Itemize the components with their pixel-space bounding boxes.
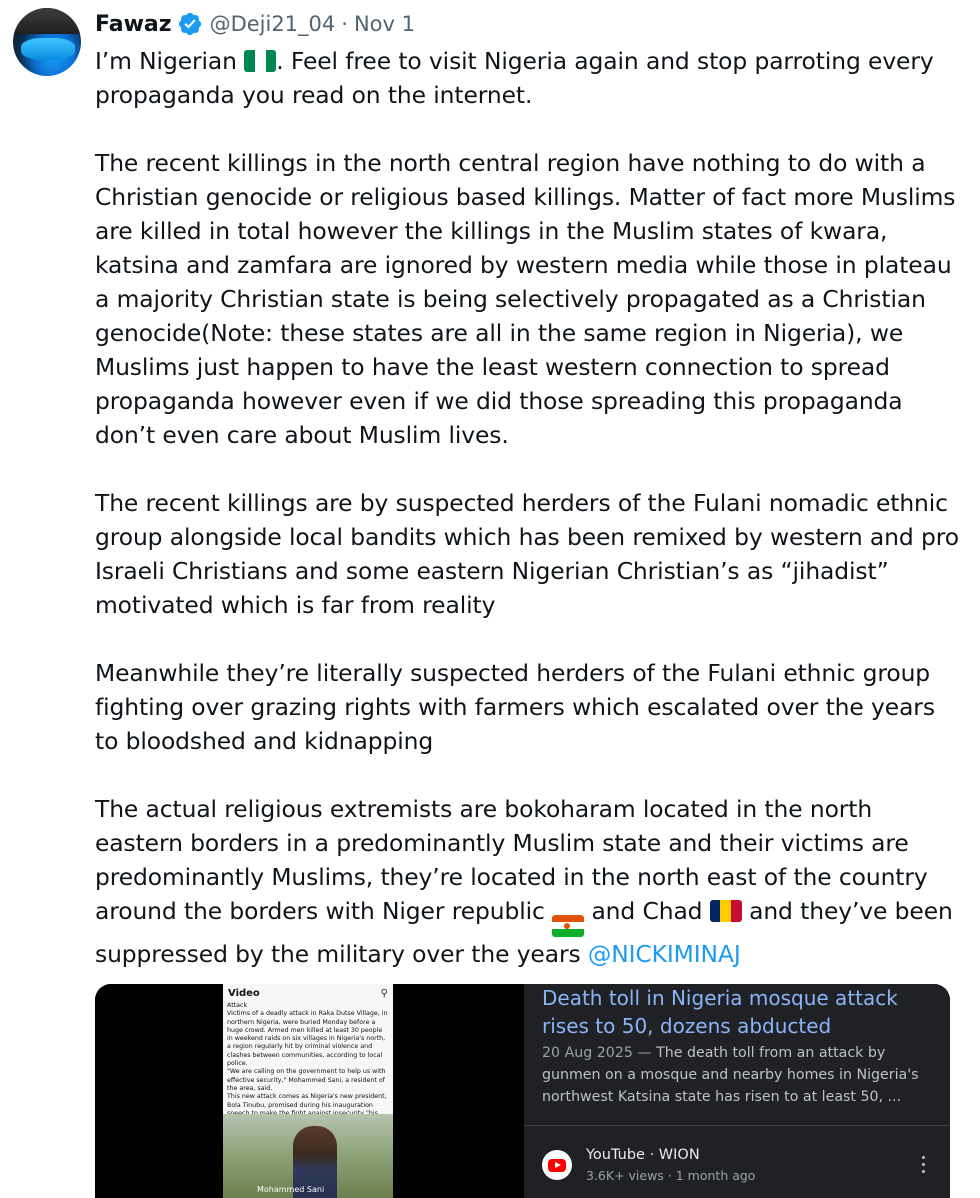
verified-badge-icon [177, 11, 203, 37]
media-image-left[interactable] [95, 984, 522, 1198]
tweet-date[interactable]: Nov 1 [353, 12, 415, 36]
article-body: Attack Victims of a deadly attack in Raka Dutse Village, in northern Nigeria, were buried Monday before a huge crowd. Armed men killed at least 30 people in weekend raids on six villages in Nigeria's north, a region regularly hit by criminal violence and clashes between communities, according to local police. "We are calling on the government to help us with effective security," Mohammed Sani, a resident of the area, said. This new attack comes as Nigeria's new president, Bola Tinubu, promised during his inauguration [227, 1002, 388, 1109]
avatar[interactable] [13, 8, 81, 76]
youtube-icon [542, 1150, 572, 1180]
video-source: YouTube · WION [586, 1147, 700, 1163]
article-photo [223, 1114, 393, 1198]
paragraph-5 [95, 792, 965, 971]
paragraph-5-start: The actual religious extremists are bokoharam located in the north eastern borders in a predominantly Muslim state and their victims are predominantly Muslims, they’re located in the north east of the country around the borders with Niger republic [95, 795, 928, 925]
tweet-text [95, 44, 965, 971]
tweet-header [95, 9, 415, 39]
paragraph-4: Meanwhile they’re literally suspected herders of the Fulani ethnic group fighting over grazing rights with farmers which escalated over the years to bloodshed and kidnapping [95, 659, 935, 755]
mention-link[interactable]: @NICKIMINAJ [587, 939, 741, 968]
snippet-text: The death toll from an attack by gunmen on a mosque and nearby homes in Nigeria's northwest Katsina state has risen to at least 50, ... [542, 1045, 919, 1105]
search-result-snippet [542, 1042, 942, 1108]
search-result-title: Death toll in Nigeria mosque attack rises to 50, dozens abducted [542, 986, 898, 1038]
paragraph-2: The recent killings in the north central region have nothing to do with a Christian genocide or religious based killings. Matter of fact more Muslims are killed in total however the killings in the Muslim states of kwara, katsina and zamfara are ignored by western media while those in plateau a majority Christian state is being selectively propagated as a Christian genocide(Note: these states are all in the same region in Nigeria), we Muslims just happen to have the least western connection to spread propaganda however even if we did those spreading this propaganda don’t even care about Muslim lives. [95, 149, 956, 449]
result-divider [524, 1125, 950, 1126]
nigeria-flag-icon [244, 50, 276, 72]
search-icon: ⚲ [380, 987, 388, 999]
tweet-media[interactable] [95, 984, 950, 1198]
paragraph-1-start: I’m Nigerian [95, 47, 245, 75]
author-name[interactable]: Fawaz [95, 11, 172, 37]
video-meta: 3.6K+ views · 1 month ago [586, 1168, 756, 1183]
avatar-pool [21, 38, 75, 60]
photo-caption: Mohammed Sani [257, 1185, 325, 1194]
media-image-right[interactable] [524, 984, 950, 1198]
more-options-icon [922, 1156, 928, 1176]
chad-flag-icon [710, 900, 742, 922]
news-article-screenshot [223, 984, 393, 1198]
article-header [223, 984, 393, 1002]
avatar-roof [13, 8, 81, 34]
paragraph-3: The recent killings are by suspected herders of the Fulani nomadic ethnic group alongside local bandits which has been remixed by western and pro Israeli Christians and some eastern Nigerian Christian’s as “jihadist” motivated which is far from reality [95, 489, 959, 619]
paragraph-5-end: and they’ve been suppressed by the military over the years [95, 897, 953, 968]
paragraph-1 [95, 44, 965, 112]
niger-flag-icon [552, 915, 584, 937]
author-handle[interactable]: @Deji21_04 [209, 12, 336, 36]
snippet-date: 20 Aug 2025 — [542, 1045, 657, 1061]
article-label: Video [228, 987, 260, 999]
paragraph-1-end: . Feel free to visit Nigeria again and stop parroting every propaganda you read on the internet. [95, 47, 934, 109]
header-separator: · [341, 12, 348, 36]
paragraph-5-mid: and Chad [584, 897, 710, 925]
